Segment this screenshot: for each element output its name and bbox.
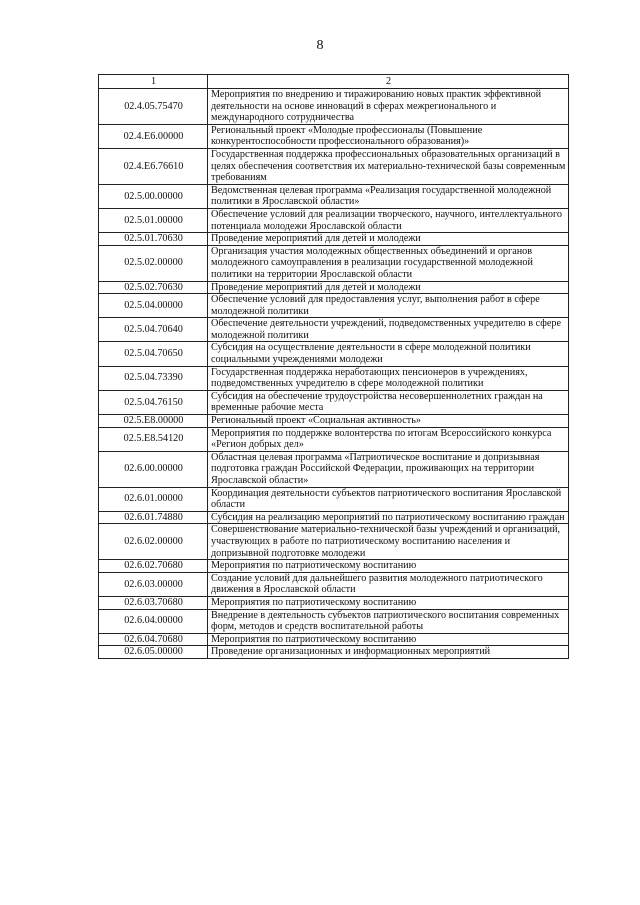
row-code: 02.5.02.70630 [99, 281, 208, 294]
table-row [99, 294, 569, 318]
row-description: Областная целевая программа «Патриотическое воспитание и допризывная подготовка граждан Российской Федерации, проживающих на территории Ярославской области» [208, 451, 569, 487]
row-description: Мероприятия по патриотическому воспитанию [208, 633, 569, 646]
column-header-description: 2 [208, 75, 569, 89]
table-row [99, 390, 569, 414]
row-code: 02.5.00.00000 [99, 184, 208, 208]
table-row [99, 89, 569, 125]
table-row [99, 572, 569, 596]
row-description: Создание условий для дальнейшего развития молодежного патриотического движения в Ярославской области [208, 572, 569, 596]
row-code: 02.6.02.70680 [99, 560, 208, 573]
page-number: 8 [316, 38, 324, 53]
table-row [99, 148, 569, 184]
row-code: 02.5.04.70640 [99, 318, 208, 342]
row-code: 02.5.02.00000 [99, 245, 208, 281]
row-code: 02.5.04.00000 [99, 294, 208, 318]
table-row [99, 342, 569, 366]
table-body [99, 89, 569, 659]
row-description: Проведение мероприятий для детей и молодежи [208, 233, 569, 246]
table-row [99, 233, 569, 246]
row-code: 02.4.05.75470 [99, 89, 208, 125]
row-code: 02.5.04.70650 [99, 342, 208, 366]
row-description: Мероприятия по поддержке волонтерства по итогам Всероссийского конкурса «Регион добрых дел» [208, 427, 569, 451]
row-description: Внедрение в деятельность субъектов патриотического воспитания современных форм, методов и средств воспитательной работы [208, 609, 569, 633]
table-row [99, 646, 569, 659]
table-row [99, 366, 569, 390]
row-description: Организация участия молодежных общественных объединений и органов молодежного самоуправления в реализации государственной молодежной политики на территории Ярославской области [208, 245, 569, 281]
table-row [99, 318, 569, 342]
row-description: Проведение мероприятий для детей и молодежи [208, 281, 569, 294]
table-row [99, 415, 569, 428]
row-description: Субсидия на обеспечение трудоустройства несовершеннолетних граждан на временные рабочие места [208, 390, 569, 414]
row-code: 02.6.03.70680 [99, 596, 208, 609]
row-description: Субсидия на реализацию мероприятий по патриотическому воспитанию граждан [208, 511, 569, 524]
row-code: 02.6.03.00000 [99, 572, 208, 596]
row-description: Обеспечение деятельности учреждений, подведомственных учредителю в сфере молодежной политики [208, 318, 569, 342]
table-row [99, 208, 569, 232]
table-row [99, 245, 569, 281]
table-row [99, 487, 569, 511]
table-header-row [99, 75, 569, 89]
row-description: Государственная поддержка профессиональных образовательных организаций в целях обеспечения соответствия их материально-технической базы современным требованиям [208, 148, 569, 184]
row-code: 02.5.04.76150 [99, 390, 208, 414]
row-description: Обеспечение условий для реализации творческого, научного, интеллектуального потенциала молодежи Ярославской области [208, 208, 569, 232]
row-code: 02.6.01.74880 [99, 511, 208, 524]
budget-code-table [98, 74, 569, 659]
table-row [99, 427, 569, 451]
row-code: 02.4.E6.00000 [99, 124, 208, 148]
row-code: 02.6.00.00000 [99, 451, 208, 487]
table-row [99, 596, 569, 609]
table-row [99, 281, 569, 294]
row-description: Ведомственная целевая программа «Реализация государственной молодежной политики в Ярославской области» [208, 184, 569, 208]
row-description: Субсидия на осуществление деятельности в сфере молодежной политики социальными учреждениями молодежи [208, 342, 569, 366]
row-description: Проведение организационных и информационных мероприятий [208, 646, 569, 659]
row-code: 02.5.01.70630 [99, 233, 208, 246]
table-row [99, 184, 569, 208]
table-row [99, 124, 569, 148]
row-code: 02.6.02.00000 [99, 524, 208, 560]
row-description: Координация деятельности субъектов патриотического воспитания Ярославской области [208, 487, 569, 511]
row-code: 02.5.04.73390 [99, 366, 208, 390]
table-row [99, 451, 569, 487]
row-code: 02.5.E8.00000 [99, 415, 208, 428]
row-description: Мероприятия по патриотическому воспитанию [208, 596, 569, 609]
row-description: Мероприятия по патриотическому воспитанию [208, 560, 569, 573]
row-code: 02.5.E8.54120 [99, 427, 208, 451]
table-row [99, 524, 569, 560]
table-row [99, 633, 569, 646]
row-description: Государственная поддержка неработающих пенсионеров в учреждениях, подведомственных учредителю в сфере молодежной политики [208, 366, 569, 390]
row-description: Обеспечение условий для предоставления услуг, выполнения работ в сфере молодежной политики [208, 294, 569, 318]
row-description: Региональный проект «Молодые профессионалы (Повышение конкурентоспособности профессионального образования)» [208, 124, 569, 148]
row-code: 02.5.01.00000 [99, 208, 208, 232]
row-description: Мероприятия по внедрению и тиражированию новых практик эффективной деятельности на основе инноваций в сферах межрегионального и международного сотрудничества [208, 89, 569, 125]
table-row [99, 511, 569, 524]
table-row [99, 560, 569, 573]
row-description: Региональный проект «Социальная активность» [208, 415, 569, 428]
row-code: 02.6.01.00000 [99, 487, 208, 511]
row-code: 02.4.E6.76610 [99, 148, 208, 184]
row-description: Совершенствование материально-технической базы учреждений и организаций, участвующих в работе по патриотическому воспитанию населения и допризывной подготовке молодежи [208, 524, 569, 560]
row-code: 02.6.04.00000 [99, 609, 208, 633]
table-row [99, 609, 569, 633]
column-header-code: 1 [99, 75, 208, 89]
row-code: 02.6.05.00000 [99, 646, 208, 659]
row-code: 02.6.04.70680 [99, 633, 208, 646]
